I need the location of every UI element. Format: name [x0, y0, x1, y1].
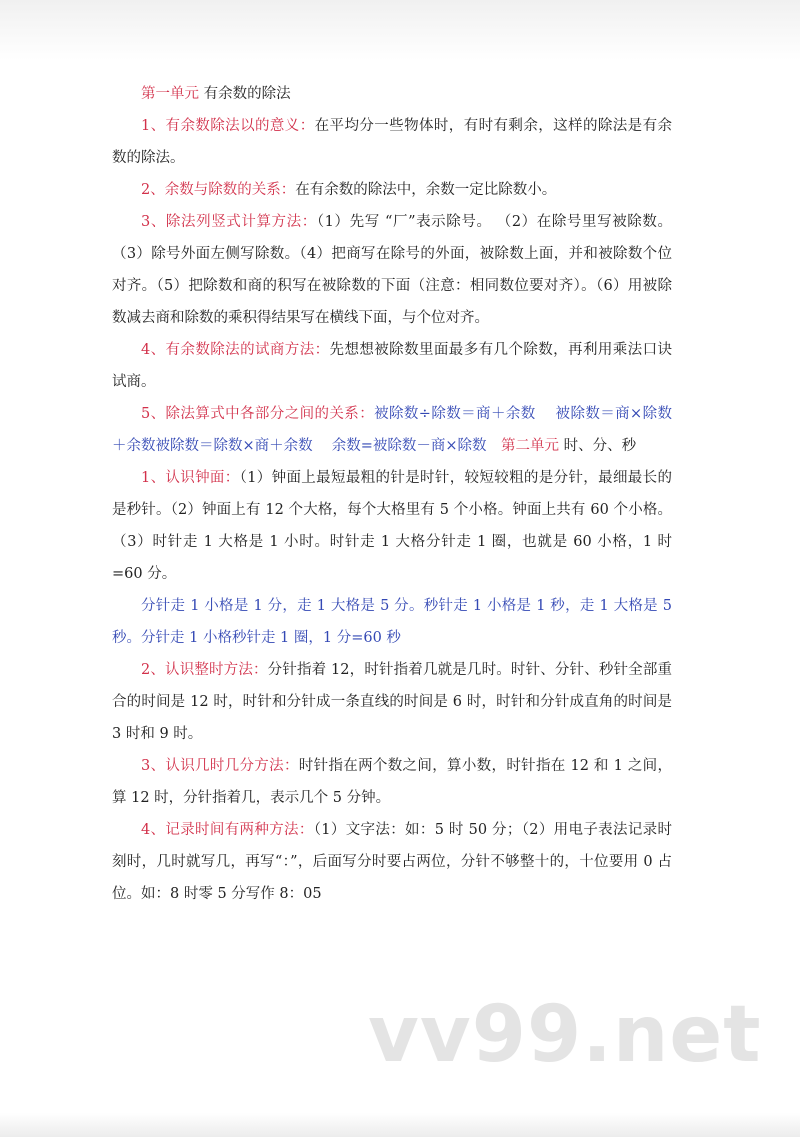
unit2-item-4 [112, 814, 672, 910]
item-label: 1、认识钟面： [141, 470, 240, 486]
division-relations: 被除数÷除数＝商＋余数 被除数＝商×除数＋余数被除数＝除数×商＋余数 余数=被除数－商×除数 [112, 406, 672, 454]
unit1-item-2 [112, 174, 672, 206]
unit2-item-2 [112, 654, 672, 750]
item-label: 2、认识整时方法： [141, 662, 268, 678]
unit2-heading-text: 时、分、秒 [559, 438, 637, 454]
item-label: 5、除法算式中各部分之间的关系： [141, 406, 375, 422]
item-text: 在平均分一些物体时，有时有剩余，这样的除法是有余数的除法。 [112, 118, 672, 166]
unit1-item-5-and-unit2-heading [112, 398, 672, 462]
unit1-heading-number: 第一单元 [141, 86, 199, 102]
unit2-item-1 [112, 462, 672, 590]
unit2-blue-note: 分针走 1 小格是 1 分，走 1 大格是 5 分。秒针走 1 小格是 1 秒，走 1 大格是 5 秒。分针走 1 小格秒针走 1 圈，1 分=60 秒 [112, 598, 672, 646]
unit1-item-1 [112, 110, 672, 174]
item-text: （1）钟面上最短最粗的针是时针，较短较粗的是分针，最细最长的是秒针。（2）钟面上有 12 个大格，每个大格里有 5 个小格。钟面上共有 60 个小格。（3）时针走 1 大格是 1 小时。时针走 1 大格分针走 1 圈，也就是 60 小格，1 时=60 分。 [112, 470, 672, 582]
item-label: 1、有余数除法以的意义： [141, 118, 315, 134]
item-text: （1）先写 “厂”表示除号。 （2）在除号里写被除数。（3）除号外面左侧写除数。（4）把商写在除号的外面，被除数上面，并和被除数个位对齐。（5）把除数和商的积写在被除数的下面（注意：相同数位要对齐）。（6）用被除数减去商和除数的乘积得结果写在横线下面，与个位对齐。 [112, 214, 672, 326]
item-text: （1）文字法：如：5 时 50 分；（2）用电子表法记录时刻时，几时就写几，再写“：”，后面写分时要占两位，分针不够整十的，十位要用 0 占位。如：8 时零 5 分写作 8：05 [112, 822, 672, 902]
item-label: 4、有余数除法的试商方法： [141, 342, 330, 358]
unit1-heading-text: 有余数的除法 [199, 86, 291, 102]
unit1-heading [141, 78, 672, 110]
watermark: vv99.net [368, 990, 762, 1080]
item-label: 2、余数与除数的关系： [141, 182, 296, 198]
item-label: 3、认识几时几分方法： [141, 758, 299, 774]
document-body [112, 78, 672, 910]
item-text: 分针指着 12，时针指着几就是几时。时针、分针、秒针全部重合的时间是 12 时，时针和分针成一条直线的时间是 6 时，时针和分针成直角的时间是 3 时和 9 时。 [112, 662, 672, 742]
item-label: 4、记录时间有两种方法： [141, 822, 314, 838]
item-text: 在有余数的除法中，余数一定比除数小。 [295, 182, 557, 198]
item-label: 3、除法列竖式计算方法： [141, 214, 317, 230]
unit1-item-4 [112, 334, 672, 398]
unit2-heading-number: 第二单元 [486, 438, 560, 454]
top-shade [0, 0, 800, 60]
unit1-item-3 [112, 206, 672, 334]
bottom-shade [0, 1113, 800, 1137]
item-text: 先想想被除数里面最多有几个除数，再利用乘法口诀试商。 [112, 342, 672, 390]
unit2-item-3 [112, 750, 672, 814]
item-text: 时针指在两个数之间，算小数，时针指在 12 和 1 之间，算 12 时，分针指着几，表示几个 5 分钟。 [112, 758, 672, 806]
